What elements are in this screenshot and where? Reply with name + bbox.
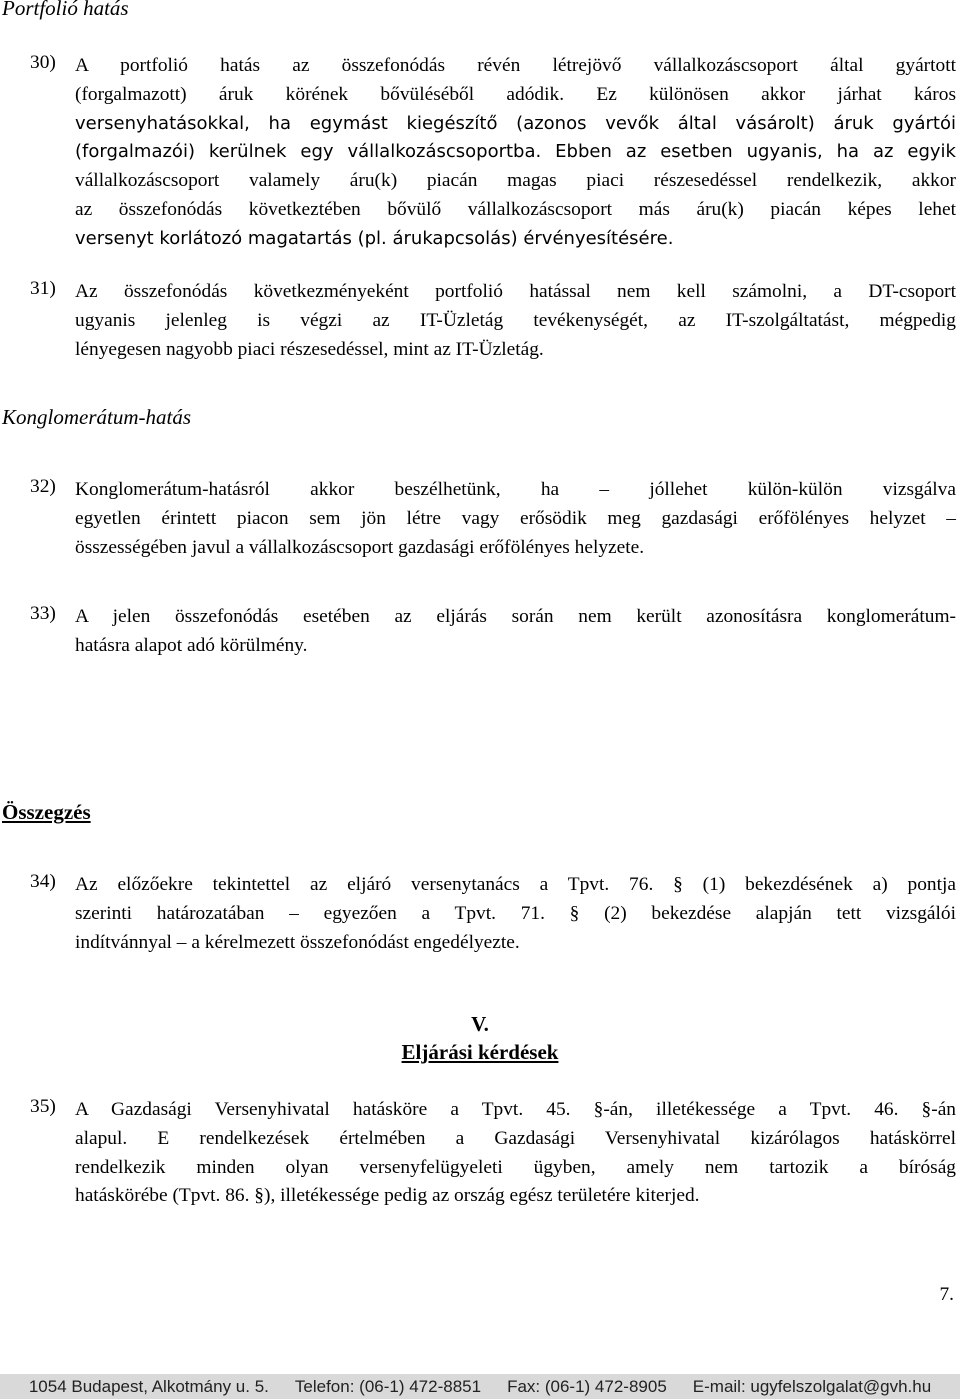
paragraph-line: rendelkezik minden olyan versenyfelügyeleti ügyben, amely nem tartozik a bíróság (75, 1156, 956, 1178)
paragraph-body (75, 476, 956, 562)
paragraph-number: 33) (30, 603, 56, 624)
paragraph-line: A portfolió hatás az összefonódás révén létrejövő vállalkozáscsoport által gyártott (75, 55, 956, 76)
paragraph-line: Konglomerátum-hatásról akkor beszélhetünk, ha – jóllehet külön-külön vizsgálva (75, 479, 956, 500)
paragraph-line: vállalkozáscsoport valamely áru(k) piacán magas piaci részesedéssel rendelkezik, akkor (75, 170, 956, 192)
paragraph-line: versenyhatásokkal, ha egymást kiegészítő (azonos vevők által vásárolt) áruk gyártói (75, 112, 956, 134)
paragraph-line: lényegesen nagyobb piaci részesedéssel, mint az IT-Üzletág. (75, 338, 544, 360)
paragraph-line: összességében javul a vállalkozáscsoport gazdasági erőfölényes helyzete. (75, 536, 645, 558)
paragraph-body (75, 278, 956, 364)
paragraph-line: indítvánnyal – a kérelmezett összefonódást engedélyezte. (75, 931, 520, 953)
paragraph-line: A Gazdasági Versenyhivatal hatásköre a Tpvt. 45. §-án, illetékessége a Tpvt. 46. §-án (75, 1099, 956, 1120)
paragraph-number: 30) (30, 52, 56, 73)
paragraph-number: 31) (30, 278, 56, 299)
paragraph-line: hatáskörébe (Tpvt. 86. §), illetékessége pedig az ország egész területére kiterjed. (75, 1185, 700, 1207)
paragraph-body (75, 871, 956, 957)
paragraph-line: Az összefonódás következményeként portfolió hatással nem kell számolni, a DT-csoport (75, 281, 956, 302)
paragraph-number: 34) (30, 871, 56, 892)
paragraph-number: 32) (30, 476, 56, 497)
footer-fax: Fax: (06-1) 472-8905 (507, 1376, 667, 1396)
heading-portfolio: Portfolió hatás (2, 0, 129, 20)
paragraph-body (75, 1096, 956, 1211)
paragraph-line: alapul. E rendelkezések értelmében a Gazdasági Versenyhivatal kizárólagos hatáskörrel (75, 1127, 956, 1149)
paragraph-line: szerinti határozatában – egyezően a Tpvt. 71. § (2) bekezdése alapján tett vizsgálói (75, 902, 956, 924)
heading-summary: Összegzés (2, 800, 91, 824)
footer-address: 1054 Budapest, Alkotmány u. 5. (28, 1376, 269, 1396)
section-number: V. (471, 1012, 489, 1036)
footer-phone: Telefon: (06-1) 472-8851 (294, 1376, 482, 1396)
paragraph-number: 35) (30, 1096, 56, 1117)
paragraph-line: (forgalmazott) áruk körének bővüléséből adódik. Ez különösen akkor járhat káros (75, 83, 956, 105)
paragraph-line: A jelen összefonódás esetében az eljárás során nem került azonosításra konglomerátum- (75, 606, 956, 627)
paragraph-line: hatásra alapot adó körülmény. (75, 634, 308, 656)
paragraph-line: ugyanis jelenleg is végzi az IT-Üzletág tevékenységét, az IT-szolgáltatást, mégpedig (75, 309, 956, 331)
paragraph-line: egyetlen érintett piacon sem jön létre vagy erősödik meg gazdasági erőfölényes helyzet – (75, 507, 956, 529)
heading-conglomerate: Konglomerátum-hatás (2, 405, 191, 429)
page-number: 7. (939, 1284, 954, 1305)
paragraph-line: Az előzőekre tekintettel az eljáró versenytanács a Tpvt. 76. § (1) bekezdésének a) pontja (75, 874, 956, 895)
paragraph-body (75, 603, 956, 661)
heading-procedural: Eljárási kérdések (401, 1040, 559, 1064)
paragraph-line: (forgalmazói) kerülnek egy vállalkozáscsoportba. Ebben az esetben ugyanis, ha az egyik (75, 141, 956, 163)
footer-email[interactable]: E-mail: ugyfelszolgalat@gvh.hu (692, 1376, 932, 1396)
page-footer (0, 1374, 960, 1399)
paragraph-line: versenyt korlátozó magatartás (pl. árukapcsolás) érvényesítésére. (75, 227, 674, 249)
paragraph-line: az összefonódás következtében bővülő vállalkozáscsoport más áru(k) piacán képes lehet (75, 198, 956, 220)
paragraph-body (75, 52, 956, 254)
